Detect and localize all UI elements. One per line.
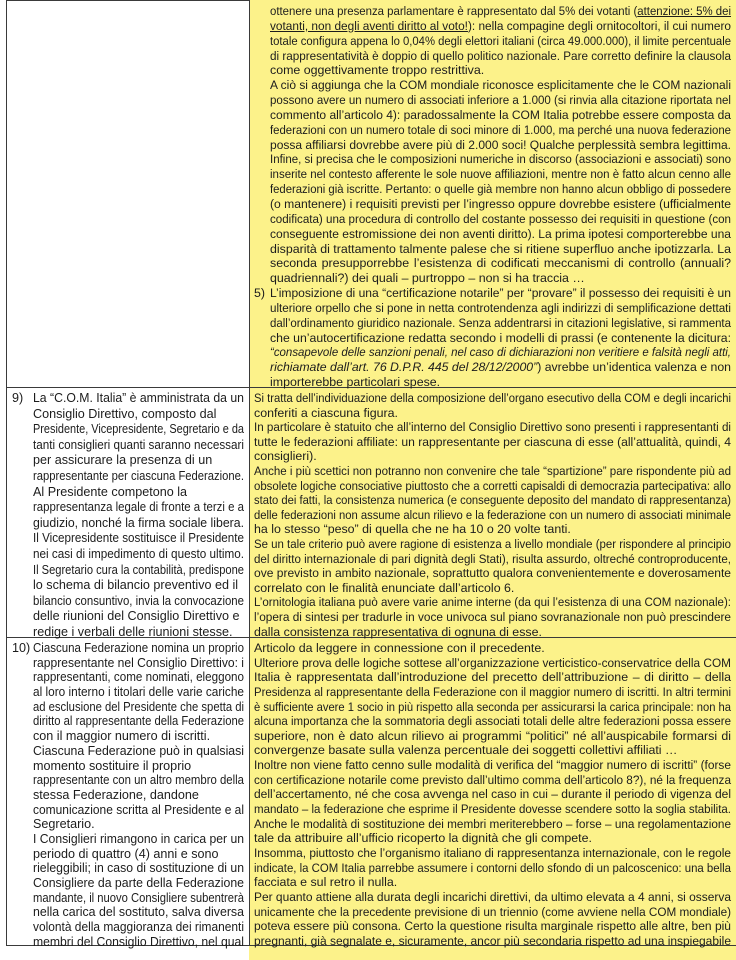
article-number: 10)	[12, 641, 31, 655]
commentary-cell	[254, 4, 731, 390]
text-line: tutte le federazioni affiliate: un rappresentante per ciascuna di esse (all’attualità, quindi, 4	[254, 434, 731, 449]
text-line: nella carica del sostituto, salva diversa	[33, 905, 244, 920]
text-line: disparità di trattamento talmente palese che si ritiene superfluo anche ipotizzarla. La	[270, 241, 731, 256]
text-line: di rappresentatività è doppio di quello politico nazionale. Pare corretto definire la clausola	[270, 48, 731, 63]
paragraph-body	[270, 286, 731, 390]
text-line: quadriennali?) dei quali – purtroppo – non si ha traccia …	[270, 271, 585, 286]
text-line: con certificazione notarile come previsto dall’ultimo comma dell’articolo 8?), né la frequenza	[254, 772, 731, 787]
text-line: redige i verbali delle riunioni stesse.	[33, 624, 233, 639]
paragraph-body	[254, 595, 731, 639]
text-line: federazioni già iscritte. Pertanto: o quelle già membre non hanno alcun obbligo di possedere	[270, 182, 731, 197]
text-line: ad esclusione del Presidente che spetta di	[33, 699, 244, 714]
text-line: rappresentante con un altro membro della	[33, 773, 244, 788]
text-line: codificata) una procedura di controllo del costante possesso dei requisiti in questione (con	[270, 211, 731, 226]
text-line: Per quanto attiene alla durata degli incarichi direttivi, da ultimo elevata a 4 anni, si osserva	[254, 889, 731, 904]
text-line	[270, 4, 731, 19]
paragraph-body	[254, 391, 731, 420]
underlined-text: votanti, non degli aventi diritto al voto!	[270, 18, 468, 33]
text-line: Italia è rappresentata dall’introduzione del precetto dell’attribuzione – di diritto – della	[254, 670, 731, 685]
text-line: che un’autocertificazione redatta secondo i modelli di prassi (e contenente la dicitura:	[270, 330, 731, 345]
text-line: Anche i più scettici non potranno non convenire che tale “spartizione” pare rispondente più ad	[254, 463, 731, 478]
text-line: dalla consistenza rappresentativa di ognuna di esse.	[254, 624, 542, 639]
text-line: periodo di quattro (4) anni e sono	[33, 846, 219, 861]
paragraph-body	[254, 656, 731, 758]
statute-article-9-cell	[12, 391, 244, 641]
commentary-paragraph	[254, 152, 731, 286]
text-line: Presidente, Vicepresidente, Segretario e da	[33, 422, 244, 437]
commentary-paragraph	[254, 846, 731, 890]
commentary-paragraph	[254, 78, 731, 152]
text-line: l’opera di sintesi per tradurle in voce univoca sul piano sovranazionale non può prescindere	[254, 609, 731, 624]
text-line	[270, 360, 731, 375]
text-line: possa affiliarsi dovrebbe avere più di 2.000 soci! Qualche perplessità sembra legittima.	[270, 137, 731, 152]
text-line: Ciascuna Federazione nomina un proprio	[33, 641, 244, 655]
text-line: inserite nel contesto afferente le sole nuove affiliazioni, mentre non è fatto alcun cenno alle	[270, 167, 731, 182]
article-text	[33, 391, 244, 641]
text-line: nei casi di impedimento di questo ultimo.	[33, 546, 244, 561]
paragraph-body	[254, 758, 731, 817]
text-line: Il Segretario cura la contabilità, predispone	[33, 562, 244, 577]
commentary-article-10-cell	[254, 641, 731, 948]
commentary-paragraph	[254, 641, 731, 656]
text-line: unicamente che la precedente previsione di un triennio (come avviene nella COM mondiale)	[254, 904, 731, 919]
text-line: Presidenza al rappresentante della Federazione con il maggior numero di iscritti. In altri termini	[254, 684, 731, 699]
text-segment: ) avrebbe un’identica valenza e non	[537, 360, 731, 375]
text-line: seconda presupporrebbe l’esistenza di codificati meccanismi di controllo (annuali?	[270, 256, 731, 271]
paragraph-body	[270, 152, 731, 286]
article-text	[33, 641, 244, 949]
text-line: diritto al rappresentante della Federazione	[33, 714, 244, 729]
text-line: è sufficiente avere 1 socio in più rispetto alla seconda per assicurarsi la carica principale: non ha	[254, 699, 731, 714]
commentary-paragraph	[254, 758, 731, 817]
text-line: con il maggior numero di iscritti.	[33, 729, 211, 744]
text-line: convergenze basate sulla valenza percentuale dei soggetti collettivi affiliati …	[254, 743, 678, 758]
text-line: Infine, si precisa che le composizioni numeriche in discorso (associazioni e associati) sono	[270, 152, 731, 167]
text-line: comunicazione scritta al Presidente e al	[33, 802, 244, 817]
text-line: Insomma, piuttosto che l’organismo italiano di rappresentanza internazionale, con le regole	[254, 845, 731, 860]
text-line: Segretario.	[33, 817, 95, 832]
text-line: dell’accertamento, né che cosa avvenga nel caso in cui – durante il periodo di vigenza del	[254, 787, 731, 802]
commentary-paragraph	[254, 595, 731, 639]
text-line: al loro interno i titolari delle varie cariche	[33, 685, 244, 700]
text-line: poteva essere più consona. Certo la questione risulta marginale rispetto alle altre, ben più	[254, 919, 731, 934]
table-border-left	[6, 0, 7, 946]
paragraph-body	[254, 890, 731, 949]
text-line: Consigliere da parte della Federazione	[33, 876, 244, 890]
text-line: correlato con le finalità enunciate dall’articolo 6.	[254, 580, 515, 595]
text-line: (o mantenere) i requisiti previsti per l’ingresso oppure dovrebbe esistere (ufficialmente	[270, 196, 731, 211]
text-line: importerebbe particolari spese.	[270, 375, 441, 390]
underlined-text: attenzione: 5% dei	[637, 4, 731, 18]
text-line: giudizio, nonché la firma sociale libera.	[33, 515, 244, 530]
text-line: Se un tale criterio può avere ragione di esistenza a livello mondiale (per rispondere al principio	[254, 536, 731, 551]
text-line: stessa Federazione, dandone	[33, 787, 199, 802]
commentary-paragraph	[254, 391, 731, 420]
text-line: pregnanti, già segnalate e, sicuramente, ancor più secondaria rispetto ad una inspiegabile	[254, 933, 731, 948]
text-line: rappresentanza legale di fronte a terzi e a	[33, 500, 244, 515]
text-line: conseguente estromissione dei non aventi diritto). La prima ipotesi comporterebbe una	[270, 226, 731, 241]
paragraph-body	[254, 420, 731, 464]
text-line: lo schema di bilancio preventivo ed il	[33, 578, 239, 593]
text-line: La “C.O.M. Italia” è amministrata da un	[33, 391, 244, 405]
text-line: Il Vicepresidente sostituisce il Presidente	[33, 531, 244, 546]
commentary-paragraph	[254, 420, 731, 464]
statute-article-10-cell	[12, 641, 244, 949]
text-line: commento all’articolo 4): paradossalmente la COM Italia potrebbe essere composta da	[270, 107, 731, 122]
point-number: 5)	[254, 286, 266, 301]
text-line: rappresentante per ciascuna Federazione.	[33, 468, 244, 483]
text-line: L’ornitologia italiana può avere varie anime interne (da qui l’esistenza di una COM nazionale):	[254, 595, 731, 610]
text-line: Consiglio Direttivo, composto dal	[33, 406, 217, 421]
paragraph-body	[254, 464, 731, 537]
text-line: ove previsto in ambito nazionale, soprattutto qualora convenientemente e doverosamente	[254, 566, 731, 581]
commentary-paragraph	[254, 4, 731, 78]
commentary-paragraph	[254, 464, 731, 537]
commentary-paragraph	[254, 537, 731, 595]
text-segment: ottenere una presenza parlamentare è rappresentato dal 5% dei votanti (	[270, 4, 638, 18]
paragraph-body	[254, 817, 731, 846]
text-line: bilancio consuntivo, invia la convocazione	[33, 593, 244, 608]
text-line: possono avere un numero di associati inferiore a 1.000 (si rinvia alla citazione riportata nel	[270, 93, 731, 108]
text-line: mandato – la federazione che esprime il Presidente dovesse scendere sotto la soglia stabilita.	[254, 802, 731, 817]
text-line	[270, 345, 731, 360]
commentary-paragraph	[254, 817, 731, 846]
commentary-paragraph	[254, 656, 731, 758]
text-line: indicate, la COM Italia parrebbe assumere i contorni dello sfondo di un palcoscenico: una bella	[254, 860, 731, 875]
text-line: momento sostituire il proprio	[33, 758, 192, 773]
text-line: delle riunioni del Consiglio Direttivo e	[33, 609, 240, 624]
text-line: ulteriore orpello che si pone in netta controtendenza agli indirizzi di semplificazione dettati	[270, 300, 731, 315]
text-line: obsolete logiche consociative piuttosto che a corretti capisaldi di democrazia partecipativa: allo	[254, 478, 731, 493]
text-line: volontà della maggioranza dei rimanenti	[33, 920, 244, 935]
text-line: come oggettivamente troppo restrittiva.	[270, 63, 485, 78]
paragraph-body	[254, 537, 731, 595]
text-line: L’imposizione di una “certificazione notarile” per “provare” il possesso dei requisiti è un	[270, 286, 731, 301]
paragraph-body	[254, 846, 731, 890]
text-line: alcuna importanza che la sommatoria degli associati totali delle altre federazioni possa essere	[254, 714, 731, 729]
italic-citation: “consapevole delle sanzioni penali, nel caso di dichiarazioni non veritiere e falsità negli atti,	[270, 345, 731, 360]
article-number: 9)	[12, 391, 24, 405]
paragraph-body	[254, 641, 731, 656]
text-line: tanti consiglieri quanti saranno necessari	[33, 437, 244, 452]
commentary-paragraph	[254, 890, 731, 949]
text-line: totale configura appena lo 0,04% degli elettori italiani (circa 49.000.000), il limite percentuale	[270, 33, 731, 48]
text-line: conferiti a ciascuna figura.	[254, 405, 398, 420]
text-line: Ulteriore prova delle logiche sottese all’organizzazione verticistico-conservatrice della COM	[254, 655, 731, 670]
text-line: Anche le modalità di sostituzione dei membri meriterebbero – forse – una regolamentazione	[254, 816, 731, 831]
text-line: rappresentanti, come nominati, eleggono	[33, 670, 244, 685]
text-line: stato dei fatti, la consistenza numerica (e conseguente deposito del mandato di rappresentanza)	[254, 493, 731, 508]
text-line: tale da attribuire all’ufficio ricoperto la dignità che gli compete.	[254, 831, 592, 846]
text-line: delle federazioni non assume alcun rilievo e la federazione con un numero di associati minimale	[254, 507, 731, 522]
commentary-article-9-cell	[254, 391, 731, 639]
text-line: consiglieri).	[254, 449, 317, 464]
text-line: Inoltre non viene fatto cenno sulle modalità di verifica del “maggior numero di iscritti” (forse	[254, 758, 731, 773]
text-line	[270, 19, 731, 34]
text-line: Si tratta dell’individuazione della composizione dell’organo esecutivo della COM e degli incarichi	[254, 391, 731, 405]
text-segment: ): nella compagine degli ornitocoltori, il cui numero	[467, 18, 731, 33]
text-line: membri del Consiglio Direttivo, nel qual	[33, 934, 244, 949]
text-line: Ciascuna Federazione può in qualsiasi	[33, 743, 244, 758]
paragraph-body	[270, 4, 731, 78]
column-divider	[249, 0, 250, 946]
text-line: facciata e sul retro il nulla.	[254, 875, 398, 890]
italic-citation: richiamate dall’art. 76 D.P.R. 445 del 28/12/2000”	[270, 360, 538, 375]
text-line: mandante, il nuovo Consigliere subentrerà	[33, 890, 244, 905]
text-line: del diritto internazionale di pari dignità degli Stati), risulta assurdo, oltreché controproducente,	[254, 551, 731, 566]
text-line: Articolo da leggere in connessione con il precedente.	[254, 641, 545, 655]
text-line: rappresentante nel Consiglio Direttivo: i	[33, 655, 244, 670]
text-line: A ciò si aggiunga che la COM mondiale riconosce esplicitamente che le COM nazionali	[270, 78, 731, 93]
text-line: superiore, non è dato alcun rilievo ai programmi “politici” né all’auspicabile formarsi di	[254, 728, 731, 743]
text-line: federazioni con un numero totale di soci minore di 1.000, ma perché una nuova federazione	[270, 122, 731, 137]
text-line: In particolare è statuito che all’interno del Consiglio Direttivo sono presenti i rappresentanti di	[254, 420, 731, 435]
text-line: ha lo stesso “peso” di quella che ne ha 10 o 20 volte tanti.	[254, 522, 571, 537]
paragraph-body	[270, 78, 731, 152]
text-line: Al Presidente competono la	[33, 484, 188, 499]
text-line: rieleggibili; in caso di sostituzione di un	[33, 861, 244, 876]
table-border-top	[6, 0, 249, 1]
text-line: dall’ordinamento giuridico nazionale. Senza addentrarsi in citazioni legislative, si rammenta	[270, 315, 731, 330]
numbered-point	[254, 286, 731, 390]
text-line: I Consiglieri rimangono in carica per un	[33, 831, 244, 846]
text-line: per assicurare la presenza di un	[33, 453, 213, 468]
